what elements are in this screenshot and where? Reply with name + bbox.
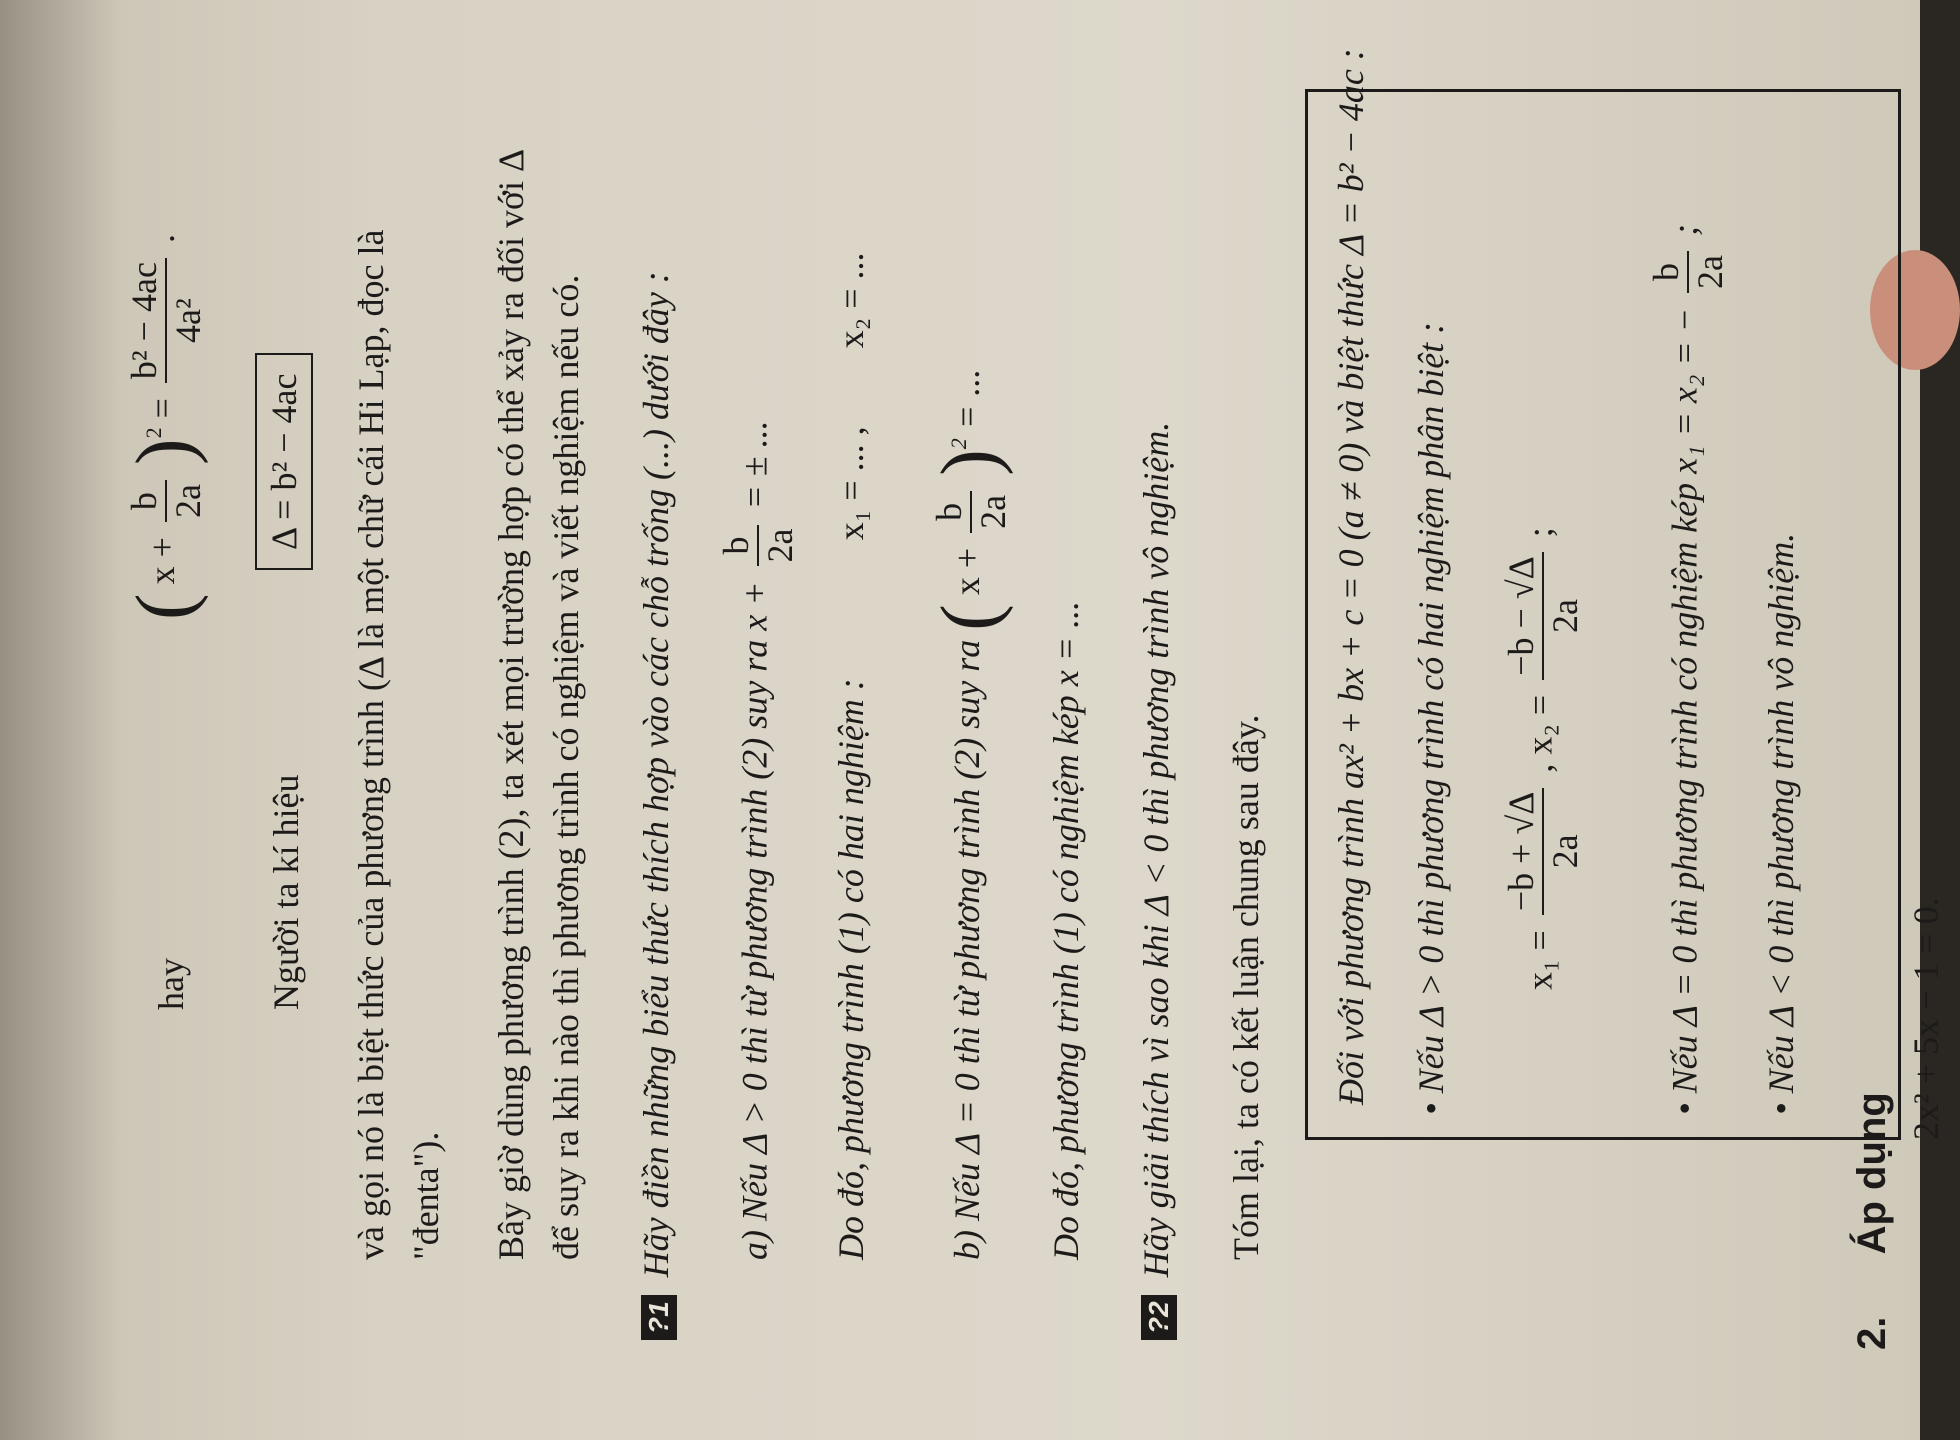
double-root-fraction: [1645, 251, 1731, 293]
part-a2-x2: x₂ = ...: [831, 252, 871, 349]
conclusion-box: [1305, 89, 1901, 1140]
summary-line: Tóm lại, ta có kết luận chung sau đây.: [1226, 714, 1266, 1260]
part-a2-text: Do đó, phương trình (1) có hai nghiệm :: [831, 678, 871, 1260]
box-intro: Đối với phương trình ax² + bx + c = 0 (a ≠ 0) và biệt thức Δ = b² − 4ac :: [1331, 48, 1371, 1105]
part-b-close-paren: ): [926, 449, 1014, 476]
delta-box: Δ = b² − 4ac: [255, 353, 313, 570]
box-roots-formula: [1500, 527, 1586, 990]
roots-semicolon: ;: [1519, 527, 1560, 538]
q2-badge: ?2: [1141, 1295, 1177, 1340]
equation-1: [120, 234, 211, 620]
part-a2-line: [830, 252, 872, 1260]
part-a-frac-den: 2a: [760, 528, 800, 563]
eq1-frac-den: 2a: [167, 484, 208, 519]
x1-label: x₁ =: [1519, 930, 1560, 990]
part-a-line: [715, 420, 801, 1260]
part-a2-x1: x₁ = ... ,: [831, 426, 871, 541]
call-line-1: và gọi nó là biệt thức của phương trình (Δ là một chữ cái Hi Lạp, đọc là: [351, 229, 391, 1260]
now-line-1: Bây giờ dùng phương trình (2), ta xét mọi trường hợp có thể xảy ra đối với Δ: [491, 148, 531, 1260]
double-root-num: b: [1645, 251, 1689, 293]
delta-definition: [255, 353, 313, 570]
part-b2-line: Do đó, phương trình (1) có nghiệm kép x = ...: [1046, 600, 1086, 1260]
part-b-frac-num: b: [928, 491, 972, 533]
double-root-den: 2a: [1690, 255, 1730, 289]
notation-label: Người ta kí hiệu: [266, 774, 306, 1010]
hay-label: hay: [151, 958, 191, 1010]
q2-line: [1135, 422, 1177, 1340]
eq1-exponent: 2: [140, 427, 166, 439]
section-title: Áp dụng: [1850, 1092, 1894, 1255]
part-b-frac-den: 2a: [972, 494, 1013, 529]
close-paren: ): [121, 438, 209, 466]
part-b-fraction: [928, 491, 1014, 533]
part-a-tail: = ± ...: [734, 420, 775, 510]
cut-off-equation: 2x² + 5x − 1 = 0.: [1906, 897, 1946, 1140]
box-bullet-3: • Nếu Δ < 0 thì phương trình vô nghiệm.: [1761, 532, 1801, 1115]
eq1-fraction: [123, 480, 209, 522]
open-paren: (: [121, 593, 209, 620]
eq1-frac-num: b: [123, 480, 167, 522]
now-line-2: để suy ra khi nào thì phương trình có nghiệm và viết nghiệm nếu có.: [546, 274, 586, 1260]
x2-num: −b − √Δ: [1500, 552, 1544, 680]
section-heading: [1850, 1092, 1895, 1350]
q1-badge: ?1: [641, 1295, 677, 1340]
part-b-exponent: 2: [945, 438, 971, 450]
eq1-rhs-fraction: [123, 258, 209, 383]
eq1-rhs-den: 4a²: [167, 298, 208, 343]
eq1-end: .: [141, 234, 182, 244]
part-b-tail: = ...: [946, 368, 987, 430]
eq1-equals: =: [141, 398, 182, 419]
q1-line: [635, 271, 677, 1340]
q2-text: Hãy giải thích vì sao khi Δ < 0 thì phương trình vô nghiệm.: [1136, 421, 1176, 1278]
x2-label: , x₂ =: [1519, 694, 1560, 773]
part-b-text: b) Nếu Δ = 0 thì từ phương trình (2) suy ra: [946, 639, 987, 1260]
call-line-2: "đenta").: [406, 1131, 446, 1260]
box-bullet-1: • Nếu Δ > 0 thì phương trình có hai nghiệm phân biệt :: [1411, 321, 1451, 1115]
eq1-rhs-num: b² − 4ac: [123, 258, 167, 383]
part-a-text: a) Nếu Δ > 0 thì từ phương trình (2) suy ra x +: [734, 581, 775, 1260]
part-b-line: [925, 369, 1016, 1260]
box-bullet-2: [1645, 224, 1731, 1115]
part-a-fraction: [715, 525, 801, 567]
x1-den: 2a: [1545, 834, 1585, 869]
box-bullet-2-text: • Nếu Δ = 0 thì phương trình có nghiệm kép x₁ = x₂ = −: [1664, 307, 1705, 1115]
eq1-lhs: x +: [141, 537, 182, 585]
part-a-frac-num: b: [715, 525, 759, 567]
x1-fraction: [1500, 788, 1586, 916]
q1-text: Hãy điền những biểu thức thích hợp vào các chỗ trống (...) dưới đây :: [636, 271, 676, 1278]
box-bullet-2-end: ;: [1664, 224, 1705, 236]
x1-num: −b + √Δ: [1500, 788, 1544, 916]
section-number: 2.: [1850, 1316, 1894, 1350]
x2-fraction: [1500, 552, 1586, 680]
x2-den: 2a: [1545, 599, 1585, 633]
part-b-inner: x +: [946, 547, 987, 596]
part-b-open-paren: (: [926, 604, 1014, 631]
